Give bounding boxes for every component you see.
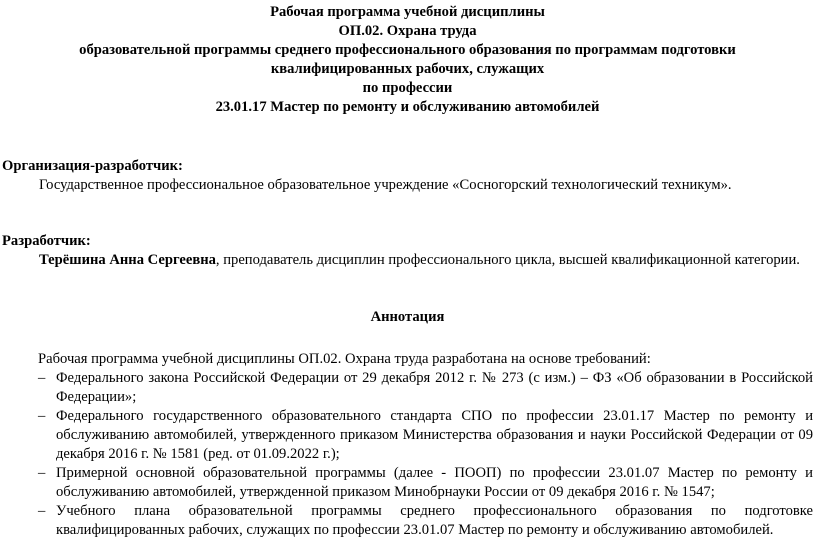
header-line-discipline: ОП.02. Охрана труда bbox=[338, 23, 477, 39]
dash-bullet: – bbox=[38, 408, 46, 424]
developer-name: Терёшина Анна Сергеевна bbox=[39, 252, 216, 268]
requirements-list bbox=[2, 369, 813, 540]
annotation-intro: Рабочая программа учебной дисциплины ОП.02. Охрана труда разработана на основе требований: bbox=[38, 351, 651, 367]
list-item bbox=[2, 502, 813, 540]
list-item bbox=[2, 369, 813, 407]
organization-heading: Организация-разработчик: bbox=[2, 158, 183, 174]
developer-section bbox=[2, 232, 813, 270]
list-item-text: Федерального государственного образовательного стандарта СПО по профессии 23.01.17 Мастер по ремонту и обслуживанию автомобилей, утвержденного приказом Министерства образования и науки Российской Федерации от 09 декабря 2016 г. № 1581 (ред. от 01.09.2022 г.); bbox=[56, 408, 813, 462]
developer-heading: Разработчик: bbox=[2, 233, 91, 249]
header-line-program: Рабочая программа учебной дисциплины bbox=[270, 4, 545, 20]
developer-description: , преподаватель дисциплин профессионального цикла, высшей квалификационной категории. bbox=[215, 252, 800, 268]
header-line-profession: 23.01.17 Мастер по ремонту и обслуживанию автомобилей bbox=[215, 99, 600, 115]
dash-bullet: – bbox=[38, 503, 46, 519]
list-item bbox=[2, 464, 813, 502]
list-item-text: Учебного плана образовательной программы среднего профессионального образования по подготовке квалифицированных рабочих, служащих по профессии 23.01.07 Мастер по ремонту и обслуживанию автомобилей. bbox=[56, 503, 813, 538]
list-item bbox=[2, 407, 813, 464]
list-item-text: Примерной основной образовательной программы (далее - ПООП) по профессии 23.01.07 Мастер по ремонту и обслуживанию автомобилей, утвержденной приказом Минобрнауки России от 09 декабря 2016 г. № 1547; bbox=[56, 465, 813, 500]
organization-section bbox=[2, 157, 813, 195]
developer-text bbox=[2, 251, 813, 270]
annotation-heading: Аннотация bbox=[370, 309, 445, 325]
header-line-profession-label: по профессии bbox=[362, 80, 453, 96]
header-line-education: образовательной программы среднего профессионального образования по программам подготовки bbox=[79, 42, 736, 58]
dash-bullet: – bbox=[38, 465, 46, 481]
header-line-qualification: квалифицированных рабочих, служащих bbox=[270, 61, 545, 77]
list-item-text: Федерального закона Российской Федерации от 29 декабря 2012 г. № 273 (с изм.) – ФЗ «Об образовании в Российской Федерации»; bbox=[56, 370, 813, 405]
document-header bbox=[2, 0, 813, 117]
organization-text: Государственное профессиональное образовательное учреждение «Сосногорский технологический техникум». bbox=[39, 177, 732, 193]
dash-bullet: – bbox=[38, 370, 46, 386]
